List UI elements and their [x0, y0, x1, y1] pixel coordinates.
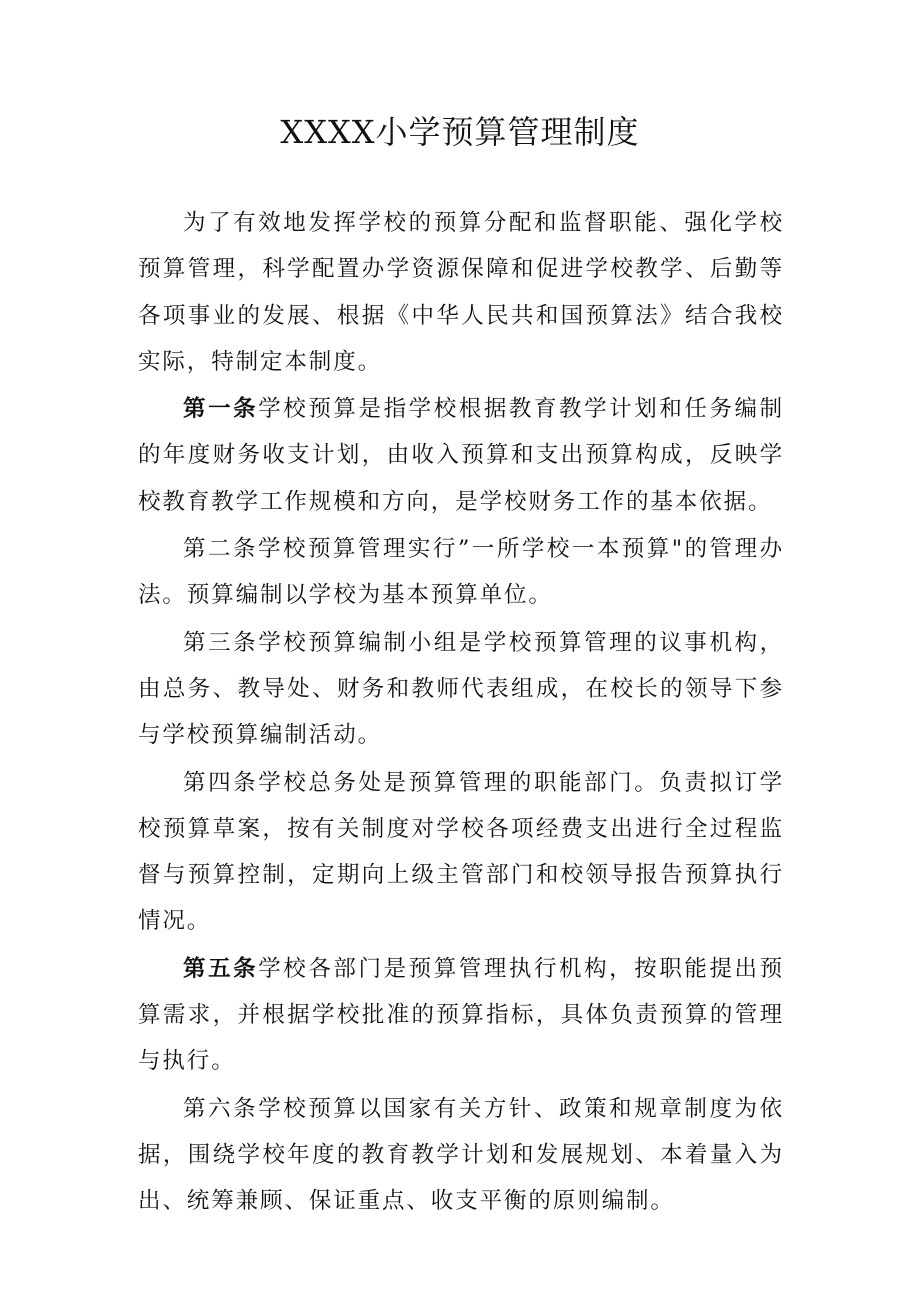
paragraph-text: 为了有效地发挥学校的预算分配和监督职能、强化学校预算管理，科学配置办学资源保障和促进学校教学、后勤等各项事业的发展、根据《中华人民共和国预算法》结合我校实际，特制定本制度。 — [138, 210, 784, 375]
document-title: XXXX小学预算管理制度 — [280, 113, 640, 151]
paragraph-lead: 第五条 — [183, 955, 259, 982]
paragraph-article-4 — [138, 760, 784, 945]
paragraph-article-5 — [138, 946, 784, 1085]
paragraph-text: 第三条学校预算编制小组是学校预算管理的议事机构，由总务、教导处、财务和教师代表组成，在校长的领导下参与学校预算编制活动。 — [138, 629, 784, 749]
document-body — [138, 200, 784, 1226]
paragraph-article-1 — [138, 386, 784, 525]
paragraph-text: 第四条学校总务处是预算管理的职能部门。负责拟订学校预算草案，按有关制度对学校各项经费支出进行全过程监督与预算控制，定期向上级主管部门和校领导报告预算执行情况。 — [138, 769, 784, 935]
paragraph-text: 第六条学校预算以国家有关方针、政策和规章制度为依据，围绕学校年度的教育教学计划和发展规划、本着量入为出、统筹兼顾、保证重点、收支平衡的原则编制。 — [138, 1095, 784, 1215]
paragraph-text: 学校各部门是预算管理执行机构，按职能提出预算需求，并根据学校批准的预算指标，具体负责预算的管理与执行。 — [138, 955, 785, 1075]
paragraph-text: 第二条学校预算管理实行”一所学校一本预算"的管理办法。预算编制以学校为基本预算单位。 — [138, 536, 784, 609]
paragraph-article-6 — [138, 1086, 784, 1225]
paragraph-lead: 第一条 — [183, 396, 259, 423]
paragraph-preamble — [138, 200, 784, 385]
paragraph-text: 学校预算是指学校根据教育教学计划和任务编制的年度财务收支计划，由收入预算和支出预算构成，反映学校教育教学工作规模和方向，是学校财务工作的基本依据。 — [138, 396, 785, 515]
paragraph-article-2 — [138, 526, 784, 619]
paragraph-article-3 — [138, 620, 784, 759]
